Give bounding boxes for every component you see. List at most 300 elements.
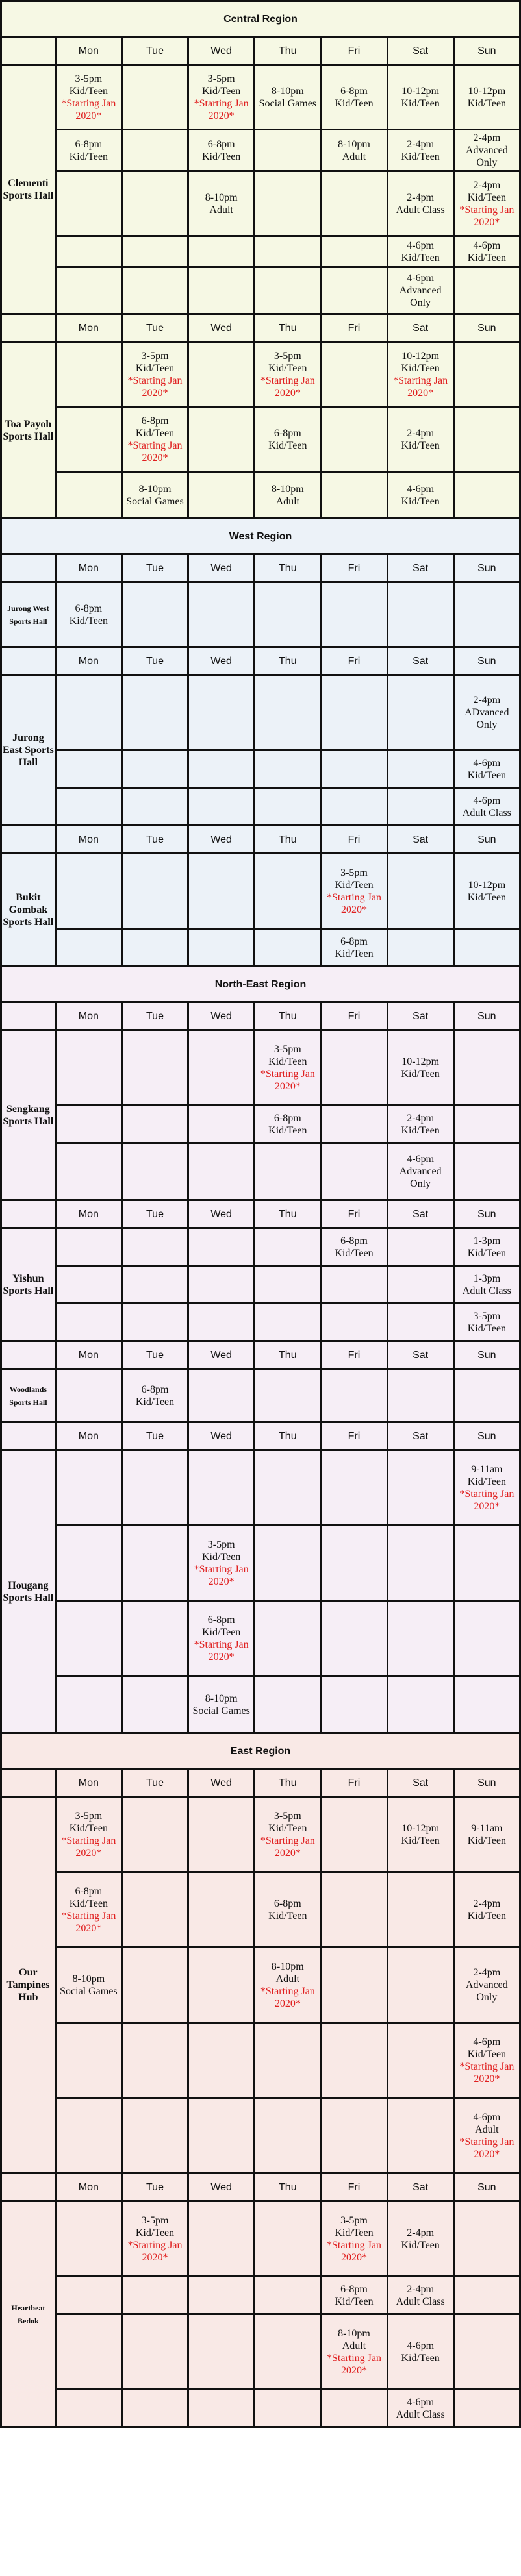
day-header-sun: Sun <box>453 2174 520 2201</box>
day-header-row <box>1 826 520 854</box>
schedule-row <box>1 171 520 236</box>
slot-fri <box>321 2277 387 2314</box>
slot-sun <box>453 1526 520 1601</box>
slot-mon <box>55 2314 121 2390</box>
slot-tue <box>121 1228 188 1266</box>
slot-wed <box>188 2201 255 2277</box>
day-header-wed: Wed <box>188 1341 255 1369</box>
slot-thu <box>255 65 321 130</box>
schedule-row <box>1 2023 520 2098</box>
slot-time: 6-8pm <box>207 138 235 150</box>
schedule-row <box>1 472 520 519</box>
slot-sun <box>453 1601 520 1676</box>
region-title: East Region <box>1 1733 520 1769</box>
slot-sat <box>387 1601 453 1676</box>
slot-sun <box>453 1106 520 1143</box>
slot-time: 2-4pm <box>407 1112 435 1124</box>
venue-name: Heartbeat Bedok <box>1 2201 56 2427</box>
slot-tue <box>121 2098 188 2174</box>
schedule-row <box>1 1450 520 1526</box>
slot-sat <box>387 1797 453 1872</box>
slot-level: Kid/Teen <box>467 1247 506 1259</box>
slot-mon <box>55 1304 121 1341</box>
day-header-wed: Wed <box>188 1422 255 1450</box>
slot-thu <box>255 236 321 267</box>
schedule-row <box>1 2390 520 2427</box>
slot-wed <box>188 1450 255 1526</box>
slot-time: 6-8pm <box>75 1885 103 1897</box>
slot-sat <box>387 1369 453 1422</box>
slot-level: Adult <box>275 1973 300 1985</box>
slot-fri <box>321 854 387 929</box>
slot-tue <box>121 675 188 750</box>
slot-sat <box>387 750 453 788</box>
slot-wed <box>188 1676 255 1733</box>
slot-wed <box>188 582 255 647</box>
venue-name: Clementi Sports Hall <box>1 65 56 314</box>
slot-thu <box>255 788 321 826</box>
schedule-row <box>1 1797 520 1872</box>
slot-mon <box>55 1797 121 1872</box>
slot-sat <box>387 472 453 519</box>
schedule-row <box>1 236 520 267</box>
day-header-mon: Mon <box>55 1200 121 1228</box>
schedule-row <box>1 65 520 130</box>
region-title-row <box>1 1 520 37</box>
slot-sun <box>453 929 520 967</box>
day-header-fri: Fri <box>321 2174 387 2201</box>
slot-fri <box>321 171 387 236</box>
day-header-mon: Mon <box>55 37 121 65</box>
schedule-row <box>1 2277 520 2314</box>
slot-level: Adult Class <box>462 1285 511 1296</box>
slot-tue <box>121 582 188 647</box>
schedule-row <box>1 1948 520 2023</box>
day-header-row <box>1 647 520 675</box>
slot-thu <box>255 1948 321 2023</box>
day-header-wed: Wed <box>188 647 255 675</box>
slot-fri <box>321 2098 387 2174</box>
slot-time: 3-5pm <box>75 1810 103 1822</box>
day-header-wed: Wed <box>188 1002 255 1030</box>
schedule-row <box>1 1143 520 1200</box>
slot-sun <box>453 65 520 130</box>
slot-mon <box>55 1030 121 1106</box>
slot-level: ADvanced Only <box>464 707 509 730</box>
slot-tue <box>121 472 188 519</box>
day-header-sat: Sat <box>387 647 453 675</box>
day-header-fri: Fri <box>321 647 387 675</box>
slot-wed <box>188 1106 255 1143</box>
slot-thu <box>255 2023 321 2098</box>
slot-level: Kid/Teen <box>335 1247 374 1259</box>
slot-sat <box>387 1106 453 1143</box>
slot-time: 3-5pm <box>273 1043 301 1055</box>
slot-thu <box>255 854 321 929</box>
slot-time: 1-3pm <box>473 1272 501 1284</box>
slot-wed <box>188 1228 255 1266</box>
slot-mon <box>55 854 121 929</box>
slot-tue <box>121 236 188 267</box>
schedule-row <box>1 267 520 314</box>
slot-thu <box>255 1450 321 1526</box>
slot-level: Adult <box>342 2340 366 2351</box>
slot-time: 4-6pm <box>473 2036 501 2048</box>
slot-wed <box>188 1872 255 1948</box>
slot-time: 8-10pm <box>338 138 370 150</box>
slot-sun <box>453 2098 520 2174</box>
day-header-sun: Sun <box>453 647 520 675</box>
slot-wed <box>188 2277 255 2314</box>
day-header-thu: Thu <box>255 826 321 854</box>
slot-note: *Starting Jan 2020* <box>326 2239 381 2263</box>
day-header-mon: Mon <box>55 826 121 854</box>
slot-sun <box>453 854 520 929</box>
venue-name: Sengkang Sports Hall <box>1 1030 56 1200</box>
slot-fri <box>321 1676 387 1733</box>
slot-sat <box>387 675 453 750</box>
slot-fri <box>321 750 387 788</box>
slot-time: 4-6pm <box>473 2111 501 2123</box>
venue-name: Hougang Sports Hall <box>1 1450 56 1733</box>
slot-time: 8-10pm <box>338 2327 370 2339</box>
schedule-row <box>1 1106 520 1143</box>
day-header-tue: Tue <box>121 2174 188 2201</box>
day-header-sat: Sat <box>387 37 453 65</box>
slot-sun <box>453 407 520 472</box>
slot-sun <box>453 2314 520 2390</box>
venue-name: Jurong West Sports Hall <box>1 582 56 647</box>
slot-wed <box>188 1266 255 1304</box>
slot-time: 6-8pm <box>141 415 169 427</box>
slot-time: 6-8pm <box>141 1383 169 1395</box>
venue-name: Yishun Sports Hall <box>1 1228 56 1341</box>
slot-mon <box>55 2023 121 2098</box>
slot-level: Kid/Teen <box>467 1835 506 1846</box>
schedule-row <box>1 407 520 472</box>
slot-level: Advanced Only <box>399 1166 442 1189</box>
slot-fri <box>321 929 387 967</box>
slot-time: 4-6pm <box>407 483 435 495</box>
slot-mon <box>55 472 121 519</box>
slot-thu <box>255 1369 321 1422</box>
day-header-mon: Mon <box>55 314 121 342</box>
slot-sat <box>387 582 453 647</box>
day-header-wed: Wed <box>188 554 255 582</box>
slot-level: Kid/Teen <box>202 85 241 97</box>
slot-level: Adult <box>275 495 300 507</box>
slot-level: Kid/Teen <box>69 1822 108 1834</box>
day-header-wed: Wed <box>188 826 255 854</box>
slot-thu <box>255 2201 321 2277</box>
slot-thu <box>255 675 321 750</box>
slot-time: 2-4pm <box>407 138 435 150</box>
slot-wed <box>188 171 255 236</box>
slot-sat <box>387 1872 453 1948</box>
slot-sat <box>387 854 453 929</box>
slot-level: Social Games <box>60 1985 118 1997</box>
slot-tue <box>121 65 188 130</box>
day-header-wed: Wed <box>188 1769 255 1797</box>
schedule-row <box>1 788 520 826</box>
slot-wed <box>188 1143 255 1200</box>
day-header-fri: Fri <box>321 1341 387 1369</box>
slot-wed <box>188 1030 255 1106</box>
slot-level: Advanced Only <box>399 285 442 308</box>
slot-wed <box>188 65 255 130</box>
schedule-row <box>1 750 520 788</box>
slot-level: Advanced Only <box>465 1979 508 2003</box>
slot-wed <box>188 1369 255 1422</box>
slot-thu <box>255 1143 321 1200</box>
slot-time: 10-12pm <box>468 85 506 97</box>
slot-level: Kid/Teen <box>401 495 440 507</box>
slot-level: Kid/Teen <box>69 1898 108 1909</box>
schedule-row <box>1 1266 520 1304</box>
schedule-row <box>1 1304 520 1341</box>
slot-time: 3-5pm <box>473 1310 501 1322</box>
slot-thu <box>255 407 321 472</box>
slot-level: Kid/Teen <box>467 97 506 109</box>
day-header-row <box>1 1002 520 1030</box>
schedule-row <box>1 2201 520 2277</box>
slot-wed <box>188 2098 255 2174</box>
slot-time: 10-12pm <box>401 350 440 362</box>
slot-level: Kid/Teen <box>268 1056 307 1067</box>
day-header-fri: Fri <box>321 826 387 854</box>
slot-time: 3-5pm <box>207 1539 235 1550</box>
day-header-mon: Mon <box>55 1002 121 1030</box>
day-header-thu: Thu <box>255 554 321 582</box>
slot-note: *Starting Jan 2020* <box>194 1563 249 1587</box>
schedule-row <box>1 582 520 647</box>
header-corner <box>1 1200 56 1228</box>
slot-tue <box>121 788 188 826</box>
day-header-thu: Thu <box>255 314 321 342</box>
slot-level: Adult <box>475 2124 499 2135</box>
slot-level: Kid/Teen <box>467 1322 506 1334</box>
slot-level: Kid/Teen <box>135 2227 175 2238</box>
slot-sat <box>387 236 453 267</box>
slot-time: 2-4pm <box>407 2283 435 2295</box>
slot-level: Kid/Teen <box>467 891 506 903</box>
region-title-row <box>1 967 520 1002</box>
day-header-row <box>1 37 520 65</box>
schedule-row <box>1 1526 520 1601</box>
slot-sat <box>387 1526 453 1601</box>
slot-fri <box>321 582 387 647</box>
day-header-wed: Wed <box>188 37 255 65</box>
day-header-thu: Thu <box>255 1002 321 1030</box>
slot-level: Adult <box>342 151 366 162</box>
slot-level: Kid/Teen <box>467 1476 506 1487</box>
day-header-fri: Fri <box>321 1422 387 1450</box>
slot-mon <box>55 788 121 826</box>
slot-wed <box>188 1948 255 2023</box>
slot-time: 10-12pm <box>401 85 440 97</box>
day-header-sun: Sun <box>453 314 520 342</box>
slot-level: Kid/Teen <box>401 440 440 451</box>
slot-sun <box>453 2277 520 2314</box>
slot-level: Kid/Teen <box>401 1835 440 1846</box>
slot-thu <box>255 1266 321 1304</box>
slot-note: *Starting Jan 2020* <box>326 2352 381 2376</box>
day-header-tue: Tue <box>121 37 188 65</box>
slot-time: 8-10pm <box>271 85 304 97</box>
slot-note: *Starting Jan 2020* <box>260 1068 315 1092</box>
day-header-sat: Sat <box>387 1200 453 1228</box>
slot-mon <box>55 675 121 750</box>
slot-sat <box>387 171 453 236</box>
header-corner <box>1 554 56 582</box>
slot-level: Kid/Teen <box>202 1626 241 1638</box>
slot-wed <box>188 1304 255 1341</box>
slot-sun <box>453 342 520 407</box>
slot-wed <box>188 2314 255 2390</box>
schedule-row <box>1 1369 520 1422</box>
day-header-wed: Wed <box>188 1200 255 1228</box>
slot-wed <box>188 929 255 967</box>
slot-tue <box>121 1143 188 1200</box>
slot-thu <box>255 1106 321 1143</box>
day-header-mon: Mon <box>55 1341 121 1369</box>
day-header-row <box>1 1200 520 1228</box>
slot-sat <box>387 267 453 314</box>
slot-time: 2-4pm <box>473 179 501 191</box>
slot-level: Kid/Teen <box>268 1910 307 1922</box>
slot-tue <box>121 2023 188 2098</box>
slot-mon <box>55 1872 121 1948</box>
day-header-thu: Thu <box>255 647 321 675</box>
slot-fri <box>321 1304 387 1341</box>
slot-mon <box>55 1450 121 1526</box>
day-header-thu: Thu <box>255 2174 321 2201</box>
day-header-sun: Sun <box>453 554 520 582</box>
day-header-tue: Tue <box>121 1200 188 1228</box>
slot-sat <box>387 130 453 171</box>
day-header-wed: Wed <box>188 2174 255 2201</box>
slot-sat <box>387 1143 453 1200</box>
slot-tue <box>121 1872 188 1948</box>
slot-tue <box>121 1526 188 1601</box>
slot-level: Kid/Teen <box>335 2227 374 2238</box>
slot-time: 3-5pm <box>141 2214 169 2226</box>
header-corner <box>1 826 56 854</box>
slot-mon <box>55 171 121 236</box>
slot-fri <box>321 1228 387 1266</box>
slot-time: 2-4pm <box>473 132 501 143</box>
slot-level: Kid/Teen <box>135 427 175 439</box>
slot-level: Social Games <box>259 97 317 109</box>
slot-thu <box>255 342 321 407</box>
slot-time: 6-8pm <box>75 602 103 614</box>
slot-fri <box>321 472 387 519</box>
day-header-thu: Thu <box>255 1200 321 1228</box>
slot-wed <box>188 1797 255 1872</box>
slot-tue <box>121 1601 188 1676</box>
schedule-row <box>1 929 520 967</box>
slot-mon <box>55 1601 121 1676</box>
slot-level: Advanced Only <box>465 145 508 168</box>
slot-time: 4-6pm <box>473 795 501 806</box>
day-header-tue: Tue <box>121 1422 188 1450</box>
slot-fri <box>321 1106 387 1143</box>
slot-thu <box>255 1030 321 1106</box>
day-header-sun: Sun <box>453 1002 520 1030</box>
venue-name: Woodlands Sports Hall <box>1 1369 56 1422</box>
slot-fri <box>321 788 387 826</box>
slot-tue <box>121 929 188 967</box>
slot-tue <box>121 1948 188 2023</box>
slot-time: 2-4pm <box>407 192 435 203</box>
day-header-sat: Sat <box>387 314 453 342</box>
day-header-fri: Fri <box>321 554 387 582</box>
slot-fri <box>321 2023 387 2098</box>
slot-time: 4-6pm <box>407 1154 435 1165</box>
slot-time: 4-6pm <box>473 757 501 769</box>
slot-time: 6-8pm <box>273 1898 301 1909</box>
slot-level: Adult Class <box>396 2296 445 2307</box>
slot-sun <box>453 1030 520 1106</box>
slot-time: 8-10pm <box>138 483 172 495</box>
slot-level: Kid/Teen <box>401 97 440 109</box>
schedule-row <box>1 2098 520 2174</box>
slot-sun <box>453 130 520 171</box>
slot-wed <box>188 407 255 472</box>
slot-note: *Starting Jan 2020* <box>260 375 315 399</box>
day-header-tue: Tue <box>121 647 188 675</box>
slot-sat <box>387 1266 453 1304</box>
slot-level: Kid/Teen <box>335 2296 374 2307</box>
slot-level: Kid/Teen <box>268 362 307 374</box>
slot-level: Kid/Teen <box>467 769 506 781</box>
day-header-tue: Tue <box>121 1341 188 1369</box>
slot-thu <box>255 267 321 314</box>
slot-tue <box>121 2390 188 2427</box>
slot-sun <box>453 1266 520 1304</box>
slot-thu <box>255 472 321 519</box>
slot-tue <box>121 407 188 472</box>
header-corner <box>1 1422 56 1450</box>
slot-tue <box>121 1797 188 1872</box>
day-header-thu: Thu <box>255 1769 321 1797</box>
slot-fri <box>321 1369 387 1422</box>
day-header-tue: Tue <box>121 554 188 582</box>
slot-time: 6-8pm <box>340 85 368 97</box>
slot-time: 6-8pm <box>273 427 301 439</box>
slot-mon <box>55 2098 121 2174</box>
slot-note: *Starting Jan 2020* <box>61 97 116 121</box>
day-header-fri: Fri <box>321 1002 387 1030</box>
slot-thu <box>255 2277 321 2314</box>
slot-wed <box>188 267 255 314</box>
slot-time: 9-11am <box>471 1822 503 1834</box>
slot-sat <box>387 1450 453 1526</box>
slot-sun <box>453 750 520 788</box>
slot-mon <box>55 1143 121 1200</box>
day-header-sun: Sun <box>453 37 520 65</box>
slot-time: 3-5pm <box>340 867 368 878</box>
schedule-row <box>1 1601 520 1676</box>
slot-level: Kid/Teen <box>268 1124 307 1136</box>
slot-fri <box>321 236 387 267</box>
slot-tue <box>121 1450 188 1526</box>
slot-wed <box>188 1601 255 1676</box>
slot-level: Kid/Teen <box>467 2048 506 2060</box>
slot-level: Kid/Teen <box>268 1822 307 1834</box>
slot-mon <box>55 582 121 647</box>
region-title-row <box>1 519 520 554</box>
